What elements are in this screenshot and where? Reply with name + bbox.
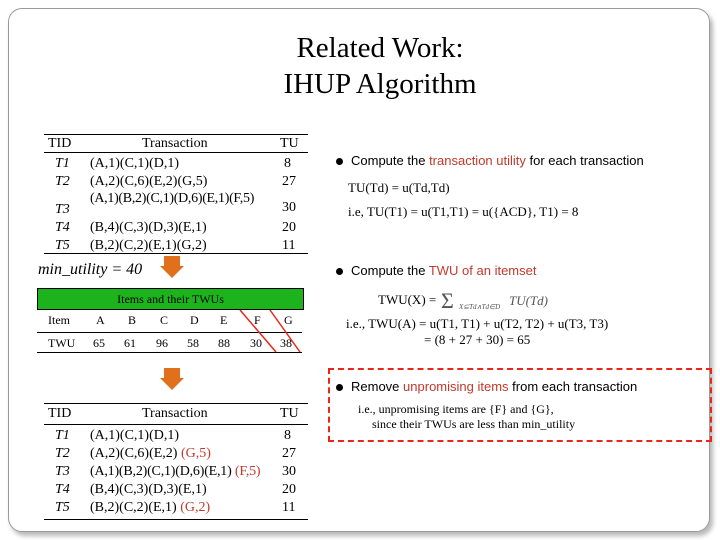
table-row-tid: T3 [55, 464, 70, 479]
bullet-icon [336, 384, 343, 391]
table-row-tu: 11 [282, 500, 296, 515]
table-row-tid: T2 [55, 446, 70, 461]
table-row-trans: (A,1)(C,1)(D,1) [90, 428, 180, 443]
twu-item: A [96, 313, 105, 327]
twu-item-label: Item [48, 313, 70, 327]
svg-text:TU(Td): TU(Td) [509, 293, 549, 308]
table-row-tu: 20 [282, 482, 296, 497]
table-row-tu: 20 [282, 220, 296, 235]
twu-item: F [254, 313, 261, 327]
twu-twu-label: TWU [48, 336, 76, 350]
twu-caption: Items and their TWUs [117, 292, 224, 306]
twu-caption-bar [37, 288, 304, 310]
table-row-trans: (A,1)(B,2)(C,1)(D,6)(E,1)(F,5) [90, 191, 255, 206]
down-arrow-icon [160, 256, 184, 278]
min-utility-label: min_utility = 40 [38, 261, 143, 278]
table-row-trans: (B,4)(C,3)(D,3)(E,1) [90, 220, 207, 235]
twu-value: 61 [124, 336, 136, 350]
twu-item: E [220, 313, 228, 327]
svg-text:Σ: Σ [441, 290, 455, 312]
twu-sum-formula-icon [439, 290, 559, 312]
twu-value: 65 [93, 336, 105, 350]
title-line-2: IHUP Algorithm [283, 68, 477, 100]
unpromising-note-1: i.e., unpromising items are {F} and {G}, [358, 402, 554, 416]
twu-item: B [128, 313, 137, 327]
table-row-tu: 8 [284, 428, 291, 443]
header-tu: TU [280, 406, 299, 421]
twu-value: 96 [156, 336, 168, 350]
table-row-tu: 27 [282, 446, 296, 461]
twu-example-2: = (8 + 27 + 30) = 65 [424, 332, 531, 347]
svg-text:X⊆Td∧Td∈D: X⊆Td∧Td∈D [459, 303, 501, 311]
table-row-trans: (B,2)(C,2)(E,1)(G,2) [90, 238, 207, 253]
header-tu: TU [280, 136, 299, 151]
twu-item: D [190, 313, 199, 327]
bullet-icon [336, 158, 343, 165]
bullet-twu: Compute the TWU of an itemset [336, 263, 536, 278]
twu-item: C [160, 313, 169, 327]
header-transaction: Transaction [142, 406, 208, 421]
table-row-trans: (A,2)(C,6)(E,2) (G,5) [90, 446, 211, 461]
table-row-trans: (A,1)(C,1)(D,1) [90, 156, 180, 171]
header-tid: TID [48, 406, 72, 421]
title-line-1: Related Work: [296, 32, 464, 64]
table-row-trans: (A,2)(C,6)(E,2)(G,5) [90, 174, 208, 189]
unpromising-note-2: since their TWUs are less than min_utility [372, 417, 576, 431]
bullet-icon [336, 268, 343, 275]
removed-item: (F,5) [234, 464, 261, 479]
table-row-trans: (B,4)(C,3)(D,3)(E,1) [90, 482, 207, 497]
table-row-tid: T5 [55, 238, 70, 253]
twu-value: 38 [280, 336, 292, 350]
header-transaction: Transaction [142, 136, 208, 151]
table-row-tu: 30 [282, 464, 296, 479]
table-row-tu: 8 [284, 156, 291, 171]
twu-value: 30 [250, 336, 262, 350]
table-row-tid: T2 [55, 174, 70, 189]
table-row-tid: T1 [55, 428, 70, 443]
twu-value: 88 [218, 336, 230, 350]
table-row-trans: (A,1)(B,2)(C,1)(D,6)(E,1) (F,5) [90, 464, 261, 479]
twu-formula: TWU(X) = Σ X⊆Td∧Td∈D TU(Td) [378, 290, 559, 312]
removed-item: (G,2) [180, 500, 211, 515]
removed-item: (G,5) [180, 446, 211, 461]
table-row-tid: T3 [55, 202, 70, 217]
twu-item: G [284, 313, 293, 327]
header-tid: TID [48, 136, 72, 151]
table-row-tid: T1 [55, 156, 70, 171]
table-row-tid: T5 [55, 500, 70, 515]
table-row-tid: T4 [55, 220, 70, 235]
bullet-remove: Remove unpromising items from each transaction [336, 379, 637, 394]
table-row-tu: 11 [282, 238, 296, 253]
bullet-transaction-utility: Compute the transaction utility for each transaction [336, 153, 644, 168]
page-title [180, 30, 580, 102]
down-arrow-icon [160, 368, 184, 390]
twu-value: 58 [187, 336, 199, 350]
table-row-tu: 27 [282, 174, 296, 189]
tu-formula: TU(Td) = u(Td,Td) [348, 180, 450, 195]
strike-line-icon [268, 308, 302, 354]
table-row-trans: (B,2)(C,2)(E,1) (G,2) [90, 500, 211, 515]
twu-example-1: i.e., TWU(A) = u(T1, T1) + u(T2, T2) + u(T3, T3) [346, 316, 609, 331]
table-row-tid: T4 [55, 482, 70, 497]
tu-example: i.e, TU(T1) = u(T1,T1) = u({ACD}, T1) = 8 [348, 204, 579, 219]
table-row-tu: 30 [282, 200, 296, 215]
